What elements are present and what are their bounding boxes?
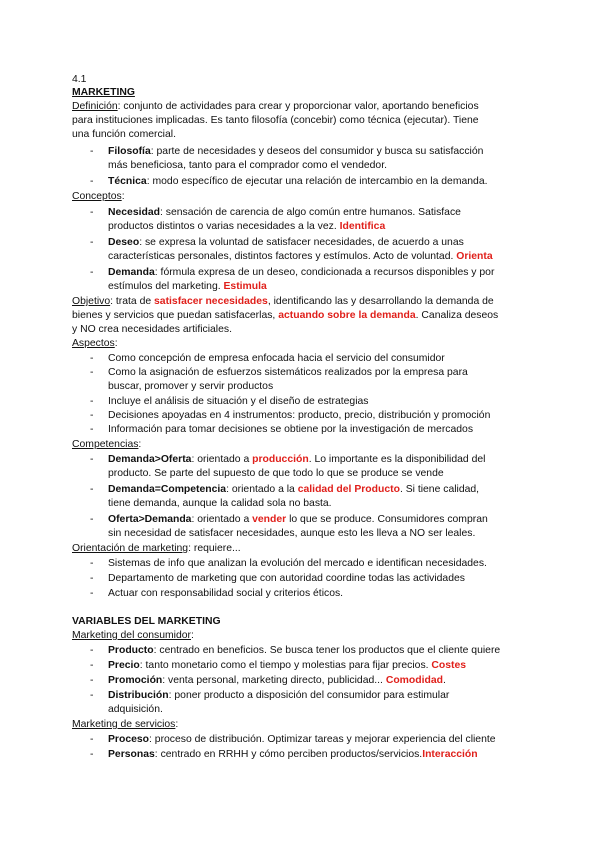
variables-title: VARIABLES DEL MARKETING <box>72 616 221 627</box>
precio-text: : tanto monetario como el tiempo y molestias para fijar precios. <box>139 660 432 671</box>
aspectos-item: Información para tomar decisiones se obtiene por la investigación de mercados <box>108 424 474 435</box>
competencia-2-line2: tiene demanda, aunque la calidad sola no basta. <box>108 498 332 509</box>
servicios-heading <box>72 718 178 731</box>
tecnica-term: Técnica <box>108 176 147 187</box>
promocion-text: : venta personal, marketing directo, publicidad... <box>162 675 386 686</box>
definicion-line3: una función comercial. <box>72 129 176 140</box>
competencia-3-text: : orientado a <box>191 514 253 525</box>
bullet-dash: - <box>90 454 94 465</box>
bullet-dash: - <box>90 675 94 686</box>
promocion-end: . <box>442 675 446 686</box>
bullet-dash: - <box>90 734 94 745</box>
aspectos-item: Decisiones apoyadas en 4 instrumentos: producto, precio, distribución y promoción <box>108 410 491 421</box>
competencia-2-term: Demanda=Competencia <box>108 484 227 495</box>
definicion-line2: para instituciones implicadas. Es tanto filosofía (concebir) como técnica (ejecutar). Tiene <box>72 115 479 126</box>
necesidad-key: Identifica <box>339 221 386 232</box>
competencia-1-term: Demanda>Oferta <box>108 454 192 465</box>
competencia-1-line1 <box>108 453 485 466</box>
bullet-dash: - <box>90 237 94 248</box>
demanda-text2: estímulos del marketing. <box>108 281 224 292</box>
promocion-key: Comodidad <box>385 675 443 686</box>
bullet-dash: - <box>90 396 94 407</box>
definicion-label: Definición <box>72 101 118 112</box>
bullet-dash: - <box>90 424 94 435</box>
producto-text: : centrado en beneficios. Se busca tener los productos que el cliente quiere <box>153 645 501 656</box>
demanda-line1 <box>108 266 494 279</box>
competencia-2-line1 <box>108 483 479 496</box>
tecnica-text: : modo específico de ejecutar una relación de intercambio en la demanda. <box>146 176 488 187</box>
orientacion-item: Sistemas de info que analizan la evolución del mercado e identifican necesidades. <box>108 558 487 569</box>
deseo-term: Deseo <box>108 237 140 248</box>
orientacion-rest: : requiere... <box>188 543 241 554</box>
bullet-dash: - <box>90 410 94 421</box>
proceso-term: Proceso <box>108 734 150 745</box>
aspectos-item: Como la asignación de esfuerzos sistemáticos realizados por la empresa para <box>108 367 468 378</box>
deseo-line1 <box>108 236 464 249</box>
orientacion-item: Departamento de marketing que con autoridad coordine todas las actividades <box>108 573 465 584</box>
deseo-text2: características personales, distintos factores y estímulos. Acto de voluntad. <box>108 251 457 262</box>
definicion-line1 <box>72 100 479 113</box>
distribucion-text: : poner producto a disposición del consumidor para estimular <box>168 690 450 701</box>
personas-line <box>108 748 478 761</box>
personas-term: Personas <box>108 749 155 760</box>
aspectos-item-cont: buscar, promover y servir productos <box>108 381 274 392</box>
objetivo-key1: satisfacer necesidades <box>154 296 268 307</box>
distribucion-line2: adquisición. <box>108 704 163 715</box>
proceso-text: : proceso de distribución. Optimizar tareas y mejorar experiencia del cliente <box>149 734 496 745</box>
objetivo-text3: bienes y servicios que puedan satisfacerlas, <box>72 310 279 321</box>
conceptos-heading <box>72 190 125 203</box>
necesidad-text2: productos distintos o varias necesidades a la vez. <box>108 221 340 232</box>
competencias-heading <box>72 438 141 451</box>
deseo-key: Orienta <box>456 251 493 262</box>
precio-line <box>108 659 466 672</box>
objetivo-text4: . Canaliza deseos <box>415 310 499 321</box>
aspectos-item: Como concepción de empresa enfocada hacia el servicio del consumidor <box>108 353 445 364</box>
competencia-2-text2: . Si tiene calidad, <box>399 484 480 495</box>
bullet-dash: - <box>90 588 94 599</box>
bullet-dash: - <box>90 514 94 525</box>
producto-term: Producto <box>108 645 154 656</box>
objetivo-key2: actuando sobre la demanda <box>278 310 416 321</box>
personas-key: Interacción <box>422 749 478 760</box>
colon: : <box>190 630 194 641</box>
competencia-2-key: calidad del Producto <box>297 484 400 495</box>
bullet-dash: - <box>90 367 94 378</box>
conceptos-label: Conceptos <box>72 191 122 202</box>
colon: : <box>121 191 125 202</box>
bullet-dash: - <box>90 660 94 671</box>
bullet-dash: - <box>90 146 94 157</box>
bullet-dash: - <box>90 176 94 187</box>
servicios-label: Marketing de servicios <box>72 719 176 730</box>
filosofia-term: Filosofía <box>108 146 151 157</box>
competencias-label: Competencias <box>72 439 139 450</box>
colon: : <box>114 338 118 349</box>
demanda-text: : fórmula expresa de un deseo, condicionada a recursos disponibles y por <box>154 267 495 278</box>
objetivo-line1 <box>72 295 494 308</box>
competencia-2-text: : orientado a la <box>226 484 298 495</box>
bullet-dash: - <box>90 690 94 701</box>
bullet-dash: - <box>90 353 94 364</box>
necesidad-text: : sensación de carencia de algo común entre humanos. Satisface <box>159 207 461 218</box>
deseo-text: : se expresa la voluntad de satisfacer necesidades, de acuerdo a unas <box>139 237 464 248</box>
bullet-dash: - <box>90 749 94 760</box>
necesidad-line1 <box>108 206 461 219</box>
aspectos-label: Aspectos <box>72 338 115 349</box>
promocion-line <box>108 674 446 687</box>
distribucion-line1 <box>108 689 449 702</box>
orientacion-heading <box>72 542 241 555</box>
competencia-3-text2: lo que se produce. Consumidores compran <box>286 514 488 525</box>
personas-text: : centrado en RRHH y cómo perciben productos/servicios. <box>154 749 423 760</box>
competencia-3-line2: sin necesidad de satisfacer necesidades, aunque esto les lleva a NO ser leales. <box>108 528 476 539</box>
aspectos-item: Incluye el análisis de situación y el diseño de estrategias <box>108 396 369 407</box>
filosofia-line2: más beneficiosa, tanto para el comprador como el vendedor. <box>108 160 387 171</box>
colon: : <box>138 439 142 450</box>
tecnica-line1 <box>108 175 488 188</box>
bullet-dash: - <box>90 484 94 495</box>
demanda-key: Estimula <box>223 281 267 292</box>
competencia-1-text2: . Lo importante es la disponibilidad del <box>308 454 486 465</box>
section-number: 4.1 <box>72 74 87 85</box>
bullet-dash: - <box>90 207 94 218</box>
competencia-1-key: producción <box>252 454 309 465</box>
producto-line <box>108 644 500 657</box>
precio-key: Costes <box>431 660 467 671</box>
bullet-dash: - <box>90 267 94 278</box>
orientacion-item: Actuar con responsabilidad social y criterios éticos. <box>108 588 344 599</box>
colon: : <box>175 719 179 730</box>
distribucion-term: Distribución <box>108 690 169 701</box>
proceso-line <box>108 733 496 746</box>
necesidad-line2 <box>108 220 385 233</box>
demanda-term: Demanda <box>108 267 155 278</box>
filosofia-text: : parte de necesidades y deseos del consumidor y busca su satisfacción <box>150 146 484 157</box>
competencia-1-text: : orientado a <box>191 454 253 465</box>
objetivo-text2: , identificando las y desarrollando la demanda de <box>267 296 494 307</box>
objetivo-line2 <box>72 309 498 322</box>
demanda-line2 <box>108 280 267 293</box>
orientacion-label: Orientación de marketing <box>72 543 189 554</box>
bullet-dash: - <box>90 645 94 656</box>
objetivo-text1: : trata de <box>110 296 155 307</box>
page-title: MARKETING <box>72 87 135 98</box>
competencia-3-term: Oferta>Demanda <box>108 514 192 525</box>
objetivo-label: Objetivo <box>72 296 111 307</box>
deseo-line2 <box>108 250 493 263</box>
filosofia-line1 <box>108 145 483 158</box>
consumidor-heading <box>72 629 194 642</box>
precio-term: Precio <box>108 660 140 671</box>
necesidad-term: Necesidad <box>108 207 160 218</box>
competencia-1-line2: producto. Se parte del supuesto de que todo lo que se produce se vende <box>108 468 444 479</box>
bullet-dash: - <box>90 558 94 569</box>
competencia-3-key: vender <box>252 514 287 525</box>
promocion-term: Promoción <box>108 675 163 686</box>
aspectos-heading <box>72 337 118 350</box>
competencia-3-line1 <box>108 513 488 526</box>
consumidor-label: Marketing del consumidor <box>72 630 191 641</box>
bullet-dash: - <box>90 573 94 584</box>
definicion-text1: : conjunto de actividades para crear y proporcionar valor, aportando beneficios <box>117 101 479 112</box>
objetivo-line3: y NO crea necesidades artificiales. <box>72 324 232 335</box>
